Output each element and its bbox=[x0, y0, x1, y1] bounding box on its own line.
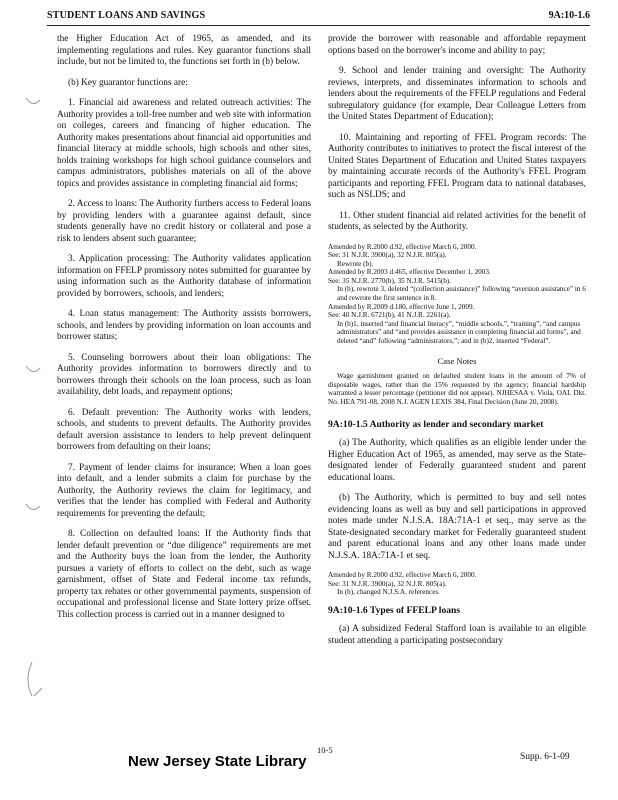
margin-mark bbox=[24, 660, 44, 700]
paragraph: (b) Key guarantor functions are: bbox=[68, 77, 188, 88]
paragraph: 8. Collection on defaulted loans: If the Authority finds that lender default prevention or “due diligence” requirements are met and the Authority buys the loan from the lender, the Authority pursues a variety of efforts to collect on the debt, such as wage garnishment, offset of State and Federal income tax refunds, property tax rebates or other governmental payments, suspension of occupational and professional license and State lottery prize offset. This collection process is carried out in a manner designed to bbox=[57, 529, 311, 620]
case-notes-title: Case Notes bbox=[437, 355, 477, 366]
margin-mark bbox=[24, 362, 44, 378]
section-heading: 9A:10-1.6 Types of FFELP loans bbox=[328, 604, 461, 616]
paragraph: 11. Other student financial aid related activities for the benefit of students, as selected by the Authority. bbox=[328, 210, 586, 232]
source-notes bbox=[328, 243, 586, 346]
paragraph: 3. Application processing: The Authority validates application information on FFELP promissory notes submitted for guarantee by using information such as the Authority database of information provided by borrowers, schools, and lenders; bbox=[57, 254, 311, 299]
source-note: Amended by R.2009 d.180, effective June 1, 2009. bbox=[328, 302, 475, 311]
paragraph: 9. School and lender training and oversight: The Authority reviews, interprets, and disseminates information to schools and lenders about the requirements of the FFELP regulations and Federal subregulatory guidance (for example, Dear Colleague Letters from the United States Department of Education); bbox=[328, 66, 586, 122]
source-note: Amended by R.2000 d.92, effective March 6, 2000. bbox=[328, 242, 477, 251]
section-heading: 9A:10-1.5 Authority as lender and secondary market bbox=[328, 418, 544, 430]
page-header bbox=[47, 9, 590, 26]
source-note: Amended by R.2000 d.92, effective March 6, 2000. bbox=[328, 571, 477, 579]
source-note: See: 35 N.J.R. 2770(b), 35 N.J.R. 5415(b). bbox=[328, 276, 451, 285]
source-note: Amended by R.2003 d.465, effective December 1, 2003. bbox=[328, 268, 491, 277]
source-note: Rewrote (b). bbox=[337, 259, 374, 268]
paragraph: (a) The Authority, which qualifies as an eligible lender under the Higher Education Act of 1965, as amended, may serve as the State-designated lender of Federally guaranteed student and parent educational loans. bbox=[328, 438, 586, 483]
margin-mark bbox=[24, 500, 44, 516]
paragraph: 1. Financial aid awareness and related outreach activities: The Authority provides a toll-free number and web site with information on colleges, careers and financing of higher education. The Authority makes presentations about financial aid opportunities and financial literacy at middle schools, high schools and other sites, holds training workshops for high school guidance counselors and campus administrators, publishes materials on all of the above topics and provides assistance in completing financial aid forms; bbox=[57, 98, 311, 189]
header-title: STUDENT LOANS AND SAVINGS bbox=[47, 10, 206, 21]
paragraph: 10. Maintaining and reporting of FFEL Program records: The Authority contributes to initiatives to protect the fiscal interest of the United States Department of Education and United States taxpayers by maintaining accurate records of the Authority's FFEL Program participants and reporting FFEL Program data to national databases, such as NSLDS; and bbox=[328, 132, 586, 200]
left-column bbox=[57, 34, 311, 630]
paragraph: (b) The Authority, which is permitted to buy and sell notes evidencing loans as well as buy and sell participations in approved notes made under N.J.S.A. 18A:71A-1 et seq., may serve as the State-designated secondary market for Federally guaranteed student and parent educational loans and any other loans made under N.J.S.A. 18A:71A-1 et seq. bbox=[328, 493, 586, 561]
paragraph: the Higher Education Act of 1965, as amended, and its implementing regulations and rules. Key guarantor functions shall include, but not be limited to, the functions set forth in (b) below. bbox=[57, 34, 311, 67]
paragraph: 2. Access to loans: The Authority furthers access to Federal loans by providing lenders with a guarantee against default, since students generally have no credit history or collateral and pose a risk to lenders absent such guarantee; bbox=[57, 199, 311, 244]
library-stamp: New Jersey State Library bbox=[128, 753, 307, 770]
paragraph: 4. Loan status management: The Authority assists borrowers, schools, and lenders by providing information on loan accounts and borrower status; bbox=[57, 309, 311, 342]
right-column bbox=[328, 34, 586, 656]
paragraph: (a) A subsidized Federal Stafford loan is available to an eligible student attending a participating postsecondary bbox=[328, 624, 586, 646]
header-section-number: 9A:10-1.6 bbox=[548, 10, 590, 21]
source-note: See: 31 N.J.R. 3900(a), 32 N.J.R. 805(a). bbox=[328, 251, 447, 260]
source-note: See: 31 N.J.R. 3900(a), 32 N.J.R. 805(a). bbox=[328, 579, 447, 588]
source-note: See: 40 N.J.R. 6721(b), 41 N.J.R. 2261(a). bbox=[328, 311, 451, 320]
margin-mark bbox=[24, 94, 44, 110]
paragraph: 5. Counseling borrowers about their loan obligations: The Authority provides information to borrowers directly and to borrowers through their schools on the loan process, such as loan availability, debt loads, and repayment options; bbox=[57, 352, 311, 397]
supplement-date: Supp. 6-1-09 bbox=[520, 752, 570, 762]
source-note: In (b)1, inserted “and financial literacy”, “middle schools,”, “training”, “and campus administrators” and “and provides assistance in completing financial aid forms”, and deleted “and” following “administrators,”; and in (b)2, inserted “Federal”. bbox=[337, 319, 581, 346]
case-notes-body: Wage garnishment granted on defaulted student loans in the amount of 7% of disposable wages, rather than the 15% requested by the agency; financial hardship warranted a lesser percentage (petitioner did not appear). NJHESAA v. Viola, OAL Dkt. No. HEA 791-08, 2008 N.J. AGEN LEXIS 384, Final Decision (June 20, 2008). bbox=[328, 372, 586, 406]
page-number: 10-5 bbox=[317, 745, 333, 755]
source-notes bbox=[328, 571, 586, 597]
paragraph: provide the borrower with reasonable and affordable repayment options based on the borrower's income and ability to pay; bbox=[328, 34, 586, 56]
source-note: In (b), changed N.J.S.A. references. bbox=[337, 588, 440, 597]
source-note: In (b), rewrote 3, deleted “(collection assistance)” following “aversion assistance” in 6 and rewrote the first sentence in 8. bbox=[337, 285, 586, 303]
paragraph: 7. Payment of lender claims for insurance: When a loan goes into default, and a lender submits a claim for purchase by the Authority, the Authority reviews the claim for legitimacy, and verifies that the lender has complied with Federal and Authority requirements for preventing the default; bbox=[57, 462, 311, 519]
paragraph: 6. Default prevention: The Authority works with lenders, schools, and students to prevent defaults. The Authority provides default aversion assistance to lenders to help prevent delinquent borrowers from defaulting on their loans; bbox=[57, 407, 311, 452]
